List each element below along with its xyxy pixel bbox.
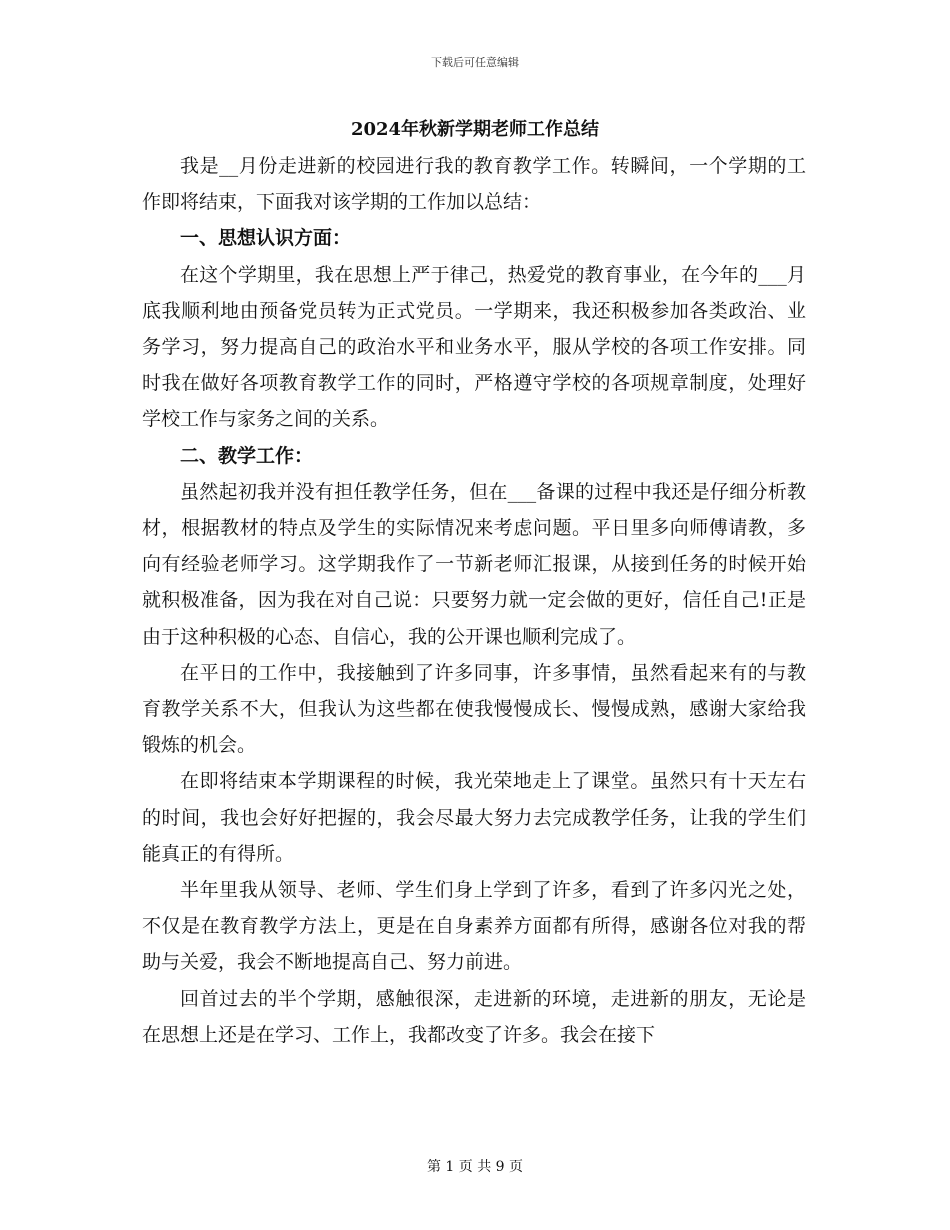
teaching-paragraph-4: 半年里我从领导、老师、学生们身上学到了许多，看到了许多闪光之处，不仅是在教育教学方法上，更是在自身素养方面都有所得，感谢各位对我的帮助与关爱，我会不断地提高自己、努力前进。: [142, 879, 806, 974]
teaching-paragraph-5: 回首过去的半个学期，感触很深，走进新的环境，走进新的朋友，无论是在思想上还是在学习、工作上，我都改变了许多。我会在接下: [142, 987, 806, 1046]
document-body: [142, 148, 806, 1053]
teaching-paragraph-1: 虽然起初我并没有担任教学任务，但在___备课的过程中我还是仔细分析教材，根据教材的特点及学生的实际情况来考虑问题。平日里多向师傅请教，多向有经验老师学习。这学期我作了一节新老师汇报课，从接到任务的时候开始就积极准备，因为我在对自己说：只要努力就一定会做的更好，信任自己!正是由于这种积极的心态、自信心，我的公开课也顺利完成了。: [142, 480, 806, 648]
section-paragraph-thought: 在这个学期里，我在思想上严于律己，热爱党的教育事业，在今年的___月底我顺利地由预备党员转为正式党员。一学期来，我还积极参加各类政治、业务学习，努力提高自己的政治水平和业务水平，服从学校的各项工作安排。同时我在做好各项教育教学工作的同时，严格遵守学校的各项规章制度，处理好学校工作与家务之间的关系。: [142, 263, 806, 431]
intro-paragraph: 我是__月份走进新的校园进行我的教育教学工作。转瞬间，一个学期的工作即将结束，下面我对该学期的工作加以总结：: [142, 155, 806, 214]
section-heading-teaching: 二、教学工作：: [180, 444, 314, 467]
teaching-paragraph-3: 在即将结束本学期课程的时候，我光荣地走上了课堂。虽然只有十天左右的时间，我也会好好把握的，我会尽最大努力去完成教学任务，让我的学生们能真正的有得所。: [142, 770, 806, 865]
page-number-footer: 第 1 页 共 9 页: [426, 1159, 524, 1175]
document-title: 2024年秋新学期老师工作总结: [350, 119, 600, 140]
teaching-paragraph-2: 在平日的工作中，我接触到了许多同事，许多事情，虽然看起来有的与教育教学关系不大，但我认为这些都在使我慢慢成长、慢慢成熟，感谢大家给我锻炼的机会。: [142, 661, 806, 757]
header-note: 下载后可任意编辑: [431, 56, 519, 69]
section-heading-thought: 一、思想认识方面：: [180, 227, 352, 250]
